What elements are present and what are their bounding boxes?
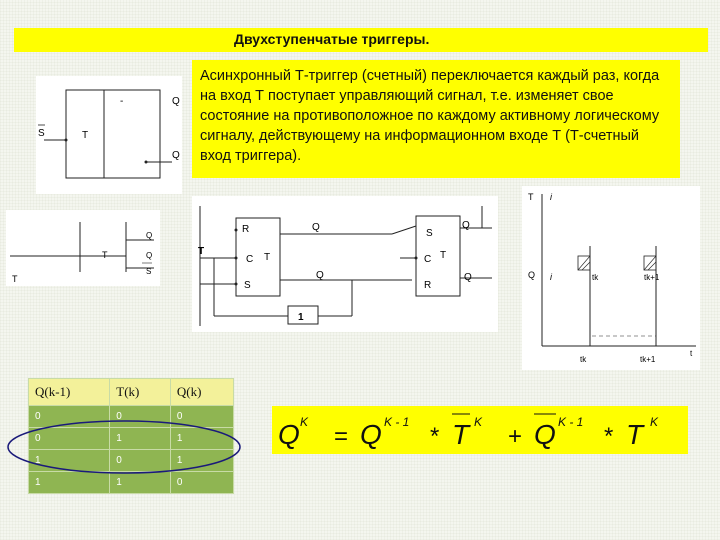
table-cell: 0 xyxy=(110,406,171,428)
timing-t-axis: T xyxy=(528,192,534,202)
table-header-cell: Q(k) xyxy=(170,379,233,406)
fig3-c2: C xyxy=(424,254,432,265)
fig3-r2: R xyxy=(424,280,432,291)
timing-tk-top: tk xyxy=(592,273,599,282)
formula-k3: K - 1 xyxy=(558,415,584,429)
fig1-q2: Q xyxy=(172,150,180,161)
fig2-t-left: T xyxy=(12,274,18,284)
table-cell: 1 xyxy=(110,472,171,494)
title-bar xyxy=(14,28,708,52)
fig3-r1: R xyxy=(242,224,250,235)
fig2-s3: S xyxy=(146,267,152,276)
slide-title: Двухступенчатые триггеры. xyxy=(234,31,430,47)
t-trigger-symbol-svg xyxy=(36,76,182,194)
fig2-q-top: Q xyxy=(146,231,153,240)
formula-t2: T xyxy=(626,419,644,450)
formula-mul2: * xyxy=(604,423,614,450)
fig3-inverter: 1 xyxy=(298,312,304,323)
fig3-q1: Q xyxy=(312,222,320,233)
small-t-trigger-svg xyxy=(6,210,160,286)
fig1-t: T xyxy=(82,130,89,141)
table-header-cell: T(k) xyxy=(110,379,171,406)
formula-mul: * xyxy=(430,423,440,450)
table-cell: 0 xyxy=(170,472,233,494)
small-t-trigger-figure xyxy=(6,210,160,286)
timing-tk1: tk+1 xyxy=(640,355,656,364)
formula-eq: = xyxy=(334,423,349,450)
formula-svg xyxy=(272,406,688,454)
table-cell: 0 xyxy=(29,428,110,450)
table-cell: 1 xyxy=(29,472,110,494)
table-cell: 1 xyxy=(110,428,171,450)
formula-k1: K - 1 xyxy=(384,415,410,429)
timing-q-axis: Q xyxy=(528,270,536,280)
formula-t: T xyxy=(452,419,470,450)
timing-diagram-figure xyxy=(522,186,700,370)
fig3-q1b: Q xyxy=(316,270,324,281)
timing-tk1-top: tk+1 xyxy=(644,273,660,282)
table-cell: 0 xyxy=(110,450,171,472)
table-cell: 0 xyxy=(170,406,233,428)
formula-k: K xyxy=(300,415,309,429)
fig3-s2: S xyxy=(426,228,433,239)
table-cell: 0 xyxy=(29,406,110,428)
fig3-q2: Q xyxy=(462,220,470,231)
table-cell: 1 xyxy=(29,450,110,472)
master-slave-circuit-figure xyxy=(192,196,498,332)
formula-k4: K xyxy=(650,415,659,429)
timing-i1: i xyxy=(550,192,552,202)
master-slave-circuit-svg xyxy=(192,196,498,332)
table-cell: 1 xyxy=(170,450,233,472)
formula-plus: + xyxy=(508,423,523,450)
fig2-t-mid: T xyxy=(102,250,108,260)
timing-diagram-svg xyxy=(522,186,700,370)
fig3-q2b: Q xyxy=(464,272,472,283)
table-header-row xyxy=(29,379,234,406)
formula-q: Q xyxy=(278,419,300,450)
formula-k2: K xyxy=(474,415,483,429)
timing-tk: tk xyxy=(580,355,587,364)
table-header-cell: Q(k-1) xyxy=(29,379,110,406)
fig3-c1: C xyxy=(246,254,254,265)
fig1-q: Q xyxy=(172,96,180,107)
description-box xyxy=(192,60,680,178)
formula-q2: Q xyxy=(360,419,382,450)
fig2-q-bar: Q xyxy=(146,251,153,260)
fig1-s-bar: S xyxy=(38,128,45,139)
formula-box xyxy=(272,406,688,454)
timing-i2: i xyxy=(550,272,552,282)
formula-q3: Q xyxy=(534,419,556,450)
description-text: Асинхронный Т-триггер (счетный) переключается каждый раз, когда на вход Т поступает управляющий сигнал, т.е. изменяет свое состояние на противоположное по каждому активному логическому сигналу, действующему на информационном входе Т (Т-счетный вход триггера). xyxy=(200,68,660,164)
fig3-s1: S xyxy=(244,280,251,291)
t-trigger-symbol-figure xyxy=(36,76,182,194)
fig3-t1: T xyxy=(264,252,271,263)
timing-t-end: t xyxy=(690,349,693,358)
fig3-t-in: T xyxy=(198,246,205,257)
table-cell: 1 xyxy=(170,428,233,450)
fig1-dash: - xyxy=(120,96,124,107)
fig3-t2: T xyxy=(440,250,447,261)
highlight-ellipse xyxy=(2,416,246,478)
